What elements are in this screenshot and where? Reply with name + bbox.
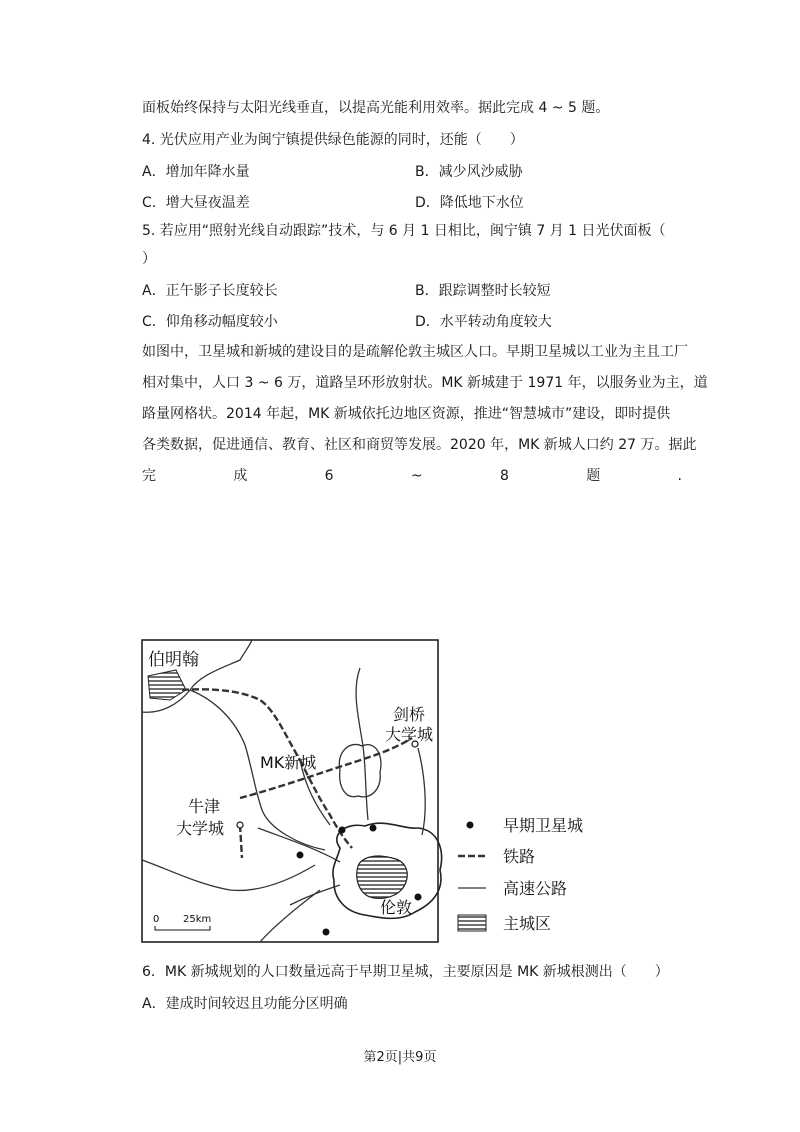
satellite-town	[370, 825, 377, 832]
oxford-marker	[237, 822, 243, 828]
place-label-birmingham: 伯明翰	[148, 650, 199, 670]
passage-char: .	[677, 468, 682, 484]
legend-main-city-symbol	[458, 915, 486, 931]
scale-bar	[155, 926, 210, 930]
map-frame	[142, 640, 438, 942]
intro-line: 面板始终保持与太阳光线垂直，以提高光能利用效率。据此完成 4 ~ 5 题。	[142, 100, 610, 116]
q4-option-c: C．增大昼夜温差	[142, 195, 250, 211]
passage-char: 8	[499, 468, 509, 484]
railway-birmingham-mk	[182, 689, 300, 760]
place-label-oxford-1: 牛津	[188, 797, 221, 816]
highway-ring	[339, 744, 381, 796]
london-main-city	[357, 856, 407, 898]
place-label-oxford-2: 大学城	[176, 819, 225, 838]
legend-satellite-symbol	[467, 822, 474, 829]
passage-line-1: 如图中，卫星城和新城的建设目的是疏解伦敦主城区人口。早期卫星城以工业为主且工厂	[142, 344, 688, 360]
legend-railway-label: 铁路	[503, 847, 536, 866]
highway-cambridge	[418, 748, 425, 835]
q4-option-d: D．降低地下水位	[415, 195, 524, 211]
q4-option-a: A．增加年降水量	[142, 164, 250, 180]
passage-char: ~	[410, 468, 423, 484]
q5-option-c: C．仰角移动幅度较小	[142, 314, 278, 330]
passage-char: 成	[233, 468, 248, 484]
place-label-mk: MK新城	[260, 753, 317, 772]
satellite-town	[339, 827, 346, 834]
railway-oxford-spur	[240, 825, 242, 858]
legend-highway-label: 高速公路	[503, 879, 568, 898]
place-label-cambridge-2: 大学城	[385, 725, 434, 744]
birmingham-main-city	[148, 670, 186, 700]
satellite-town	[297, 852, 304, 859]
railway-mk-london	[300, 760, 352, 848]
passage-line-2: 相对集中，人口 3 ~ 6 万，道路呈环形放射状。MK 新城建于 1971 年，以服务业为主，道	[142, 375, 708, 391]
passage-char: 6	[324, 468, 334, 484]
q5-stem-line1: 5. 若应用“照射光线自动跟踪”技术，与 6 月 1 日相比，闽宁镇 7 月 1 日光伏面板（	[142, 223, 666, 239]
q5-option-a: A．正午影子长度较长	[142, 283, 278, 299]
place-label-london: 伦敦	[380, 898, 413, 917]
scale-zero: 0	[153, 914, 160, 925]
passage-char: 完	[142, 468, 156, 484]
q6-option-a: A．建成时间较迟且功能分区明确	[142, 996, 348, 1012]
q6-stem: 6．MK 新城规划的人口数量远高于早期卫星城，主要原因是 MK 新城根测出（ ）	[142, 964, 669, 980]
passage-line-4: 各类数据，促进通信、教育、社区和商贸等发展。2020 年，MK 新城人口约 27 万。据此	[142, 437, 697, 453]
q4-option-b: B．减少风沙威胁	[415, 164, 523, 180]
passage-char: 题	[586, 468, 601, 484]
scale-label: 25km	[183, 914, 212, 925]
legend-main-city-label: 主城区	[503, 914, 552, 933]
page-footer: 第2页|共9页	[363, 1050, 437, 1065]
passage-line-3: 路量网格状。2014 年起，MK 新城依托边地区资源，推进“智慧城市”建设，即时提供	[142, 406, 671, 422]
satellite-town	[415, 894, 422, 901]
place-label-cambridge-1: 剑桥	[393, 705, 426, 724]
q5-option-b: B．跟踪调整时长较短	[415, 283, 551, 299]
legend-satellite-label: 早期卫星城	[503, 816, 584, 835]
q4-stem: 4. 光伏应用产业为闽宁镇提供绿色能源的同时，还能（ ）	[142, 132, 524, 148]
satellite-town	[323, 929, 330, 936]
q5-option-d: D．水平转动角度较大	[415, 314, 552, 330]
region-boundary-southeast	[260, 890, 320, 942]
region-boundary-south	[142, 860, 315, 890]
q5-stem-line2: ）	[142, 251, 156, 267]
highway-southwest	[290, 885, 340, 905]
